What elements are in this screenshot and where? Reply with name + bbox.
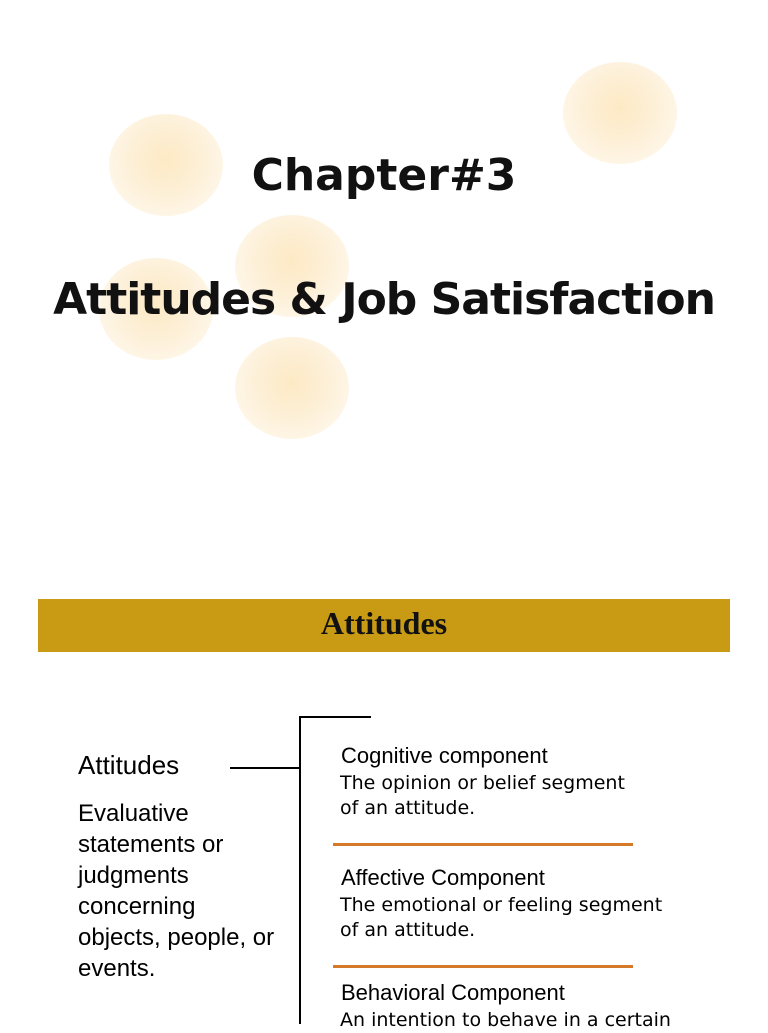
component-separator (333, 843, 633, 846)
bracket-vertical-line (299, 716, 301, 1024)
banner-title: Attitudes (320, 605, 448, 641)
component-title: Cognitive component (341, 743, 548, 768)
connector-line (230, 767, 301, 769)
bracket-top-line (299, 716, 371, 718)
decorative-circle (235, 337, 349, 439)
component-description: The opinion or belief segment of an attitude. (340, 772, 625, 819)
section-banner (38, 599, 730, 652)
component-description: The emotional or feeling segment of an attitude. (340, 894, 663, 941)
component-title: Affective Component (341, 865, 545, 890)
chapter-title: Chapter#3 (251, 150, 517, 201)
attitudes-label: Attitudes (78, 750, 180, 780)
decorative-circle (563, 62, 677, 164)
component-title: Behavioral Component (341, 980, 565, 1005)
component-separator (333, 965, 633, 968)
attitudes-definition: Evaluative statements or judgments concerning objects, people, or events. (78, 800, 275, 982)
slide-title: Attitudes & Job Satisfaction (53, 274, 715, 325)
component-description: An intention to behave in a certain (340, 1009, 671, 1031)
